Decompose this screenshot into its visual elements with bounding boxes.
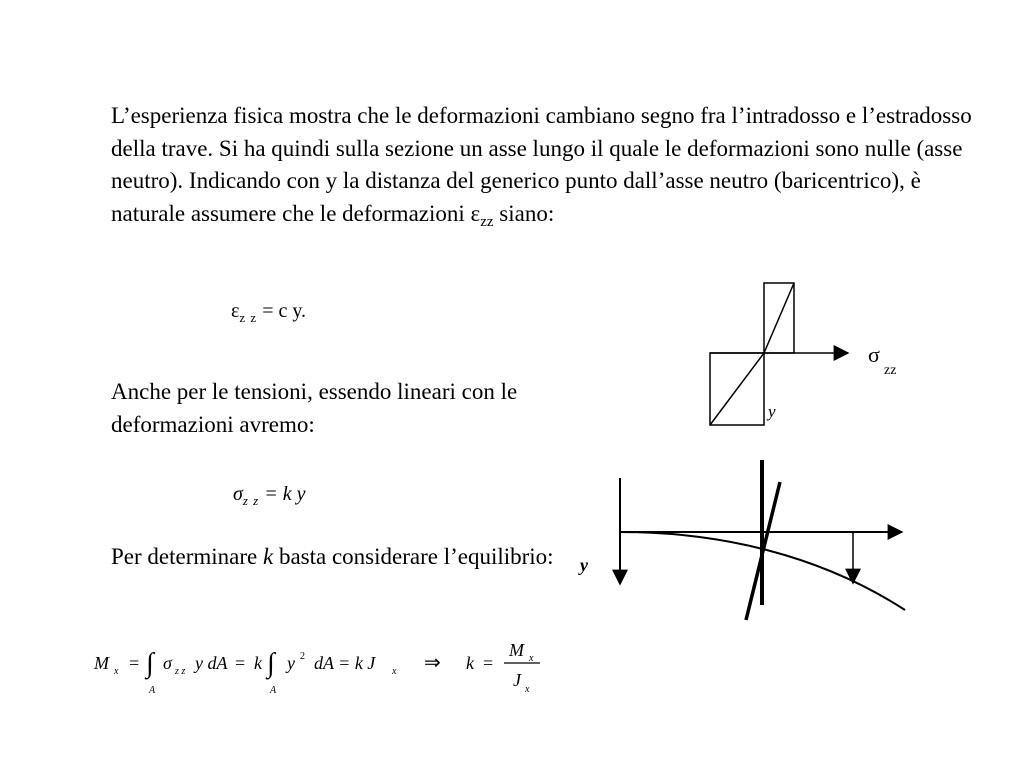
epsilon-subscript: zz [480, 213, 494, 230]
equals-sign: = [235, 653, 246, 673]
moment-subscript: x [114, 666, 119, 677]
k-factor: k [254, 653, 262, 673]
stress-paragraph: Anche per le tensioni, essendo lineari con le deformazioni avremo: [111, 379, 518, 437]
integral-domain: A [149, 685, 156, 696]
equals-sign: = [483, 653, 494, 673]
moment-symbol: M [94, 653, 109, 673]
fraction-denominator: J [513, 670, 521, 690]
implies-arrow: ⇒ [424, 652, 441, 674]
k-symbol: k [466, 653, 474, 673]
exponent-two: 2 [300, 651, 305, 662]
y-term: y [287, 653, 295, 673]
integral-sign: ∫ [267, 648, 275, 679]
epsilon-symbol: ε [470, 200, 481, 226]
equilibrium-tail: basta considerare l’equilibrio: [273, 544, 554, 569]
fraction-numerator: M [509, 640, 524, 660]
strain-subscript: z z [239, 310, 258, 325]
strain-rhs: = c y. [257, 300, 307, 322]
dA-kJ-term: dA = k J [314, 653, 376, 673]
sigma-symbol: σ [163, 653, 172, 673]
stress-distribution-diagram [710, 283, 896, 425]
J-subscript: x [392, 666, 397, 677]
beam-y-label: y [580, 555, 588, 575]
ydA-term: y dA [195, 653, 228, 673]
equals-sign: = [129, 653, 140, 673]
stress-lower-diagonal [710, 353, 764, 425]
denominator-subscript: x [525, 684, 530, 695]
sigma-axis-label: σ [868, 342, 880, 367]
stress-subscript: z z [242, 493, 260, 508]
integral-domain: A [270, 685, 277, 696]
strain-symbol: ε [231, 300, 240, 322]
numerator-subscript: x [529, 653, 534, 664]
stress-symbol: σ [233, 483, 243, 505]
sigma-axis-subscript: zz [884, 363, 897, 378]
beam-bending-diagram [578, 460, 905, 620]
k-symbol: k [262, 544, 274, 569]
stress-y-label: y [768, 402, 776, 421]
equilibrium-text: Per determinare [111, 544, 263, 569]
stress-rhs: = k y [259, 483, 306, 505]
stress-upper-diagonal [764, 283, 794, 353]
intro-text: L’esperienza fisica mostra che le deformazioni cambiano segno fra l’intradosso e l’estradosso della trave. Si ha quindi sulla sezione un asse lungo il quale le deformazioni sono nulle (asse neutro). Indicando con y la distanza del generico punto dall’asse neutro (baricentrico), è naturale assumere che le deformazioni [111, 103, 972, 226]
intro-tail: siano: [493, 200, 555, 226]
sigma-subscript: z z [175, 666, 186, 677]
equilibrium-equation [93, 640, 540, 696]
integral-sign: ∫ [146, 648, 154, 679]
